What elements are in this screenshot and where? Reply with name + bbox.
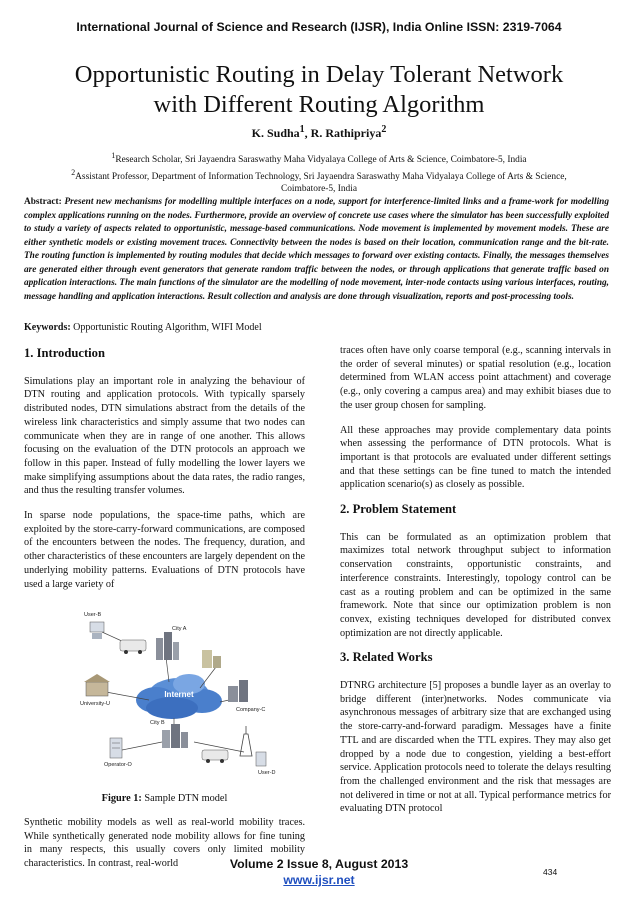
right-column [340,344,611,827]
footer-issue: Volume 2 Issue 8, August 2013 [229,857,409,871]
figure-1 [24,602,305,792]
city-a-label: City A [172,626,187,633]
title-line-2: with Different Routing Algorithm [153,91,485,118]
intro-paragraph-3: Synthetic mobility models as well as real-world mobility traces. While synthetically generated node mobility allows for fine tuning in many respects, this usually covers only limited mobility characteristics. In contrast, real-world [24,816,305,870]
abstract-label: Abstract: [24,197,62,207]
university-u-label: University-U [80,701,110,708]
left-column [24,342,305,882]
operator-server [110,738,122,758]
authors [0,124,638,141]
affil-1: Research Scholar, Sri Jayaendra Saraswathy Maha Vidyalaya College of Arts & Science, Coimbatore-5, India [115,155,527,166]
problem-paragraph-1: This can be formulated as an optimization problem that maximizes total network throughput subject to information conservation constraints, opportunistic constraints, and interference constraints. Interestingly, topology control can be cast as a routing problem and can be optimized in the same framework. Note that since our optimization problem is non convex, existing techniques developed for distributed convex optimization are not directly applicable. [340,531,611,639]
footer-url[interactable]: www.ijsr.net [283,873,355,887]
abstract-text: Present new mechanisms for modelling multiple interfaces on a node, support for interference-limited links and a frame-work for modelling complex applications running on the nodes. Furthermore, provide an overview of concrete use cases where the simulator has been successfully exploited to study a variety of aspects related to opportunistic, message-based communications. Node movement is implemented by movement models. These are either synthetic models or existing movement traces. Connectivity between the nodes is based on their location, communication range and the bit-rate. The routing function is implemented by routing modules that decide which messages to forward over existing contacts. Finally, the messages themselves are generated either through event generators that generate random traffic between the nodes, or through applications that generate traffic based on application interactions. The main functions of the simulator are the modelling of node movement, inter-node contacts using various interfaces, routing, message handling and application interactions. Result collection and analysis are done through visualization, reports and post-processing tools. [24,197,609,302]
user-b-label: User-B [84,612,102,619]
keywords [24,322,609,333]
intro-paragraph-1: Simulations play an important role in analyzing the behaviour of DTN routing and application protocols. With typically sparsely distributed nodes, DTN simulations abstract from the details of the wireless link characteristics and simply assume that two nodes can communicate when they are in range of one another. This allows focusing on the evaluation of the DTN protocols an approach we follow in this paper. Instead of fully modelling the lower layers we make simplifying assumptions about the data rates, the radio ranges, and thus the resulting transfer volumes. [24,375,305,497]
title-line-1: Opportunistic Routing in Delay Tolerant Network [74,61,564,88]
operator-o-label: Operator-O [104,762,132,769]
author-2-sup: 2 [381,124,387,135]
section-related-title: 3. Related Works [340,650,433,665]
author-2: R. Rathipriya [310,126,382,140]
affil-1-sup: 1 [111,151,116,160]
right-paragraph-2: All these approaches may provide complementary data points when assessing the performance of DTN protocols. What is important is that protocols are evaluated under different settings and that these settings can be fine tuned to match the intended application scenario(s) as closely as possible. [340,424,611,491]
page-number: 434 [543,867,558,877]
dtn-network-diagram [24,602,305,792]
company-c-label: Company-C [236,707,266,714]
user-d-label: User-D [258,770,276,777]
abstract [24,196,609,304]
keywords-text: Opportunistic Routing Algorithm, WIFI Model [73,322,262,333]
bus-icon [120,640,146,654]
affil-2-sup: 2 [71,167,76,177]
section-problem-title: 2. Problem Statement [340,502,457,517]
affiliations [52,150,586,196]
city-b-buildings [162,724,188,748]
related-paragraph-1: DTNRG architecture [5] proposes a bundle layer as an overlay to bridge different (inter)networks. Nodes communicate via asynchronous messages of arbitrary size that are exchanged using the store-carry-and-forward paradigm. Messages have a finite TTL and are discarded when the TTL expires. They may also get dropped by a node due to congestion, yielding a best-effort service. Application protocols need to tolerate the delays resulting from the challenged environment and the risk that messages are not delivered in time or not at all. Typical performance metrics for evaluating DTN protocol [340,680,611,815]
figure-caption [24,792,305,806]
internet-label: Internet [164,690,194,700]
author-sep: , [304,126,311,140]
university-building [84,674,110,696]
figure-caption-text: Sample DTN model [144,793,228,805]
city-a-buildings [156,632,221,668]
affil-2: Assistant Professor, Department of Information Technology, Sri Jayaendra Saraswathy Maha Vidyalaya College of Arts & Science, Coimbatore-5, India [75,171,567,195]
section-introduction-title: 1. Introduction [24,346,105,360]
author-1: K. Sudha [251,126,300,140]
bus-icon-2 [202,750,228,763]
journal-header: International Journal of Science and Research (IJSR), India Online ISSN: 2319-7064 [76,20,562,34]
user-d-device [256,752,266,766]
user-b-device [90,622,104,639]
author-1-sup: 1 [299,124,305,135]
keywords-label: Keywords: [24,322,71,333]
company-building [228,680,248,702]
right-paragraph-1: traces often have only coarse temporal (e.g., scanning intervals in the order of several minutes) or spatial resolution (e.g., location determined from WLAN access point attachment) and coverage (e.g., only covering a campus area) and may exhibit biases due to the user group chosen for sampling. [340,345,611,411]
paper-title [30,60,608,120]
figure-caption-label: Figure 1: [101,793,142,805]
intro-paragraph-2: In sparse node populations, the space-time paths, which are exploited by the store-carry-forward communications, are composed of the encounters between the nodes. The frequency, duration, and other characteristics of these encounters are largely dependent on the underlying mobility patterns. Evaluations of DTN protocols have used a large variety of [24,510,305,590]
city-b-label: City B [150,720,165,727]
